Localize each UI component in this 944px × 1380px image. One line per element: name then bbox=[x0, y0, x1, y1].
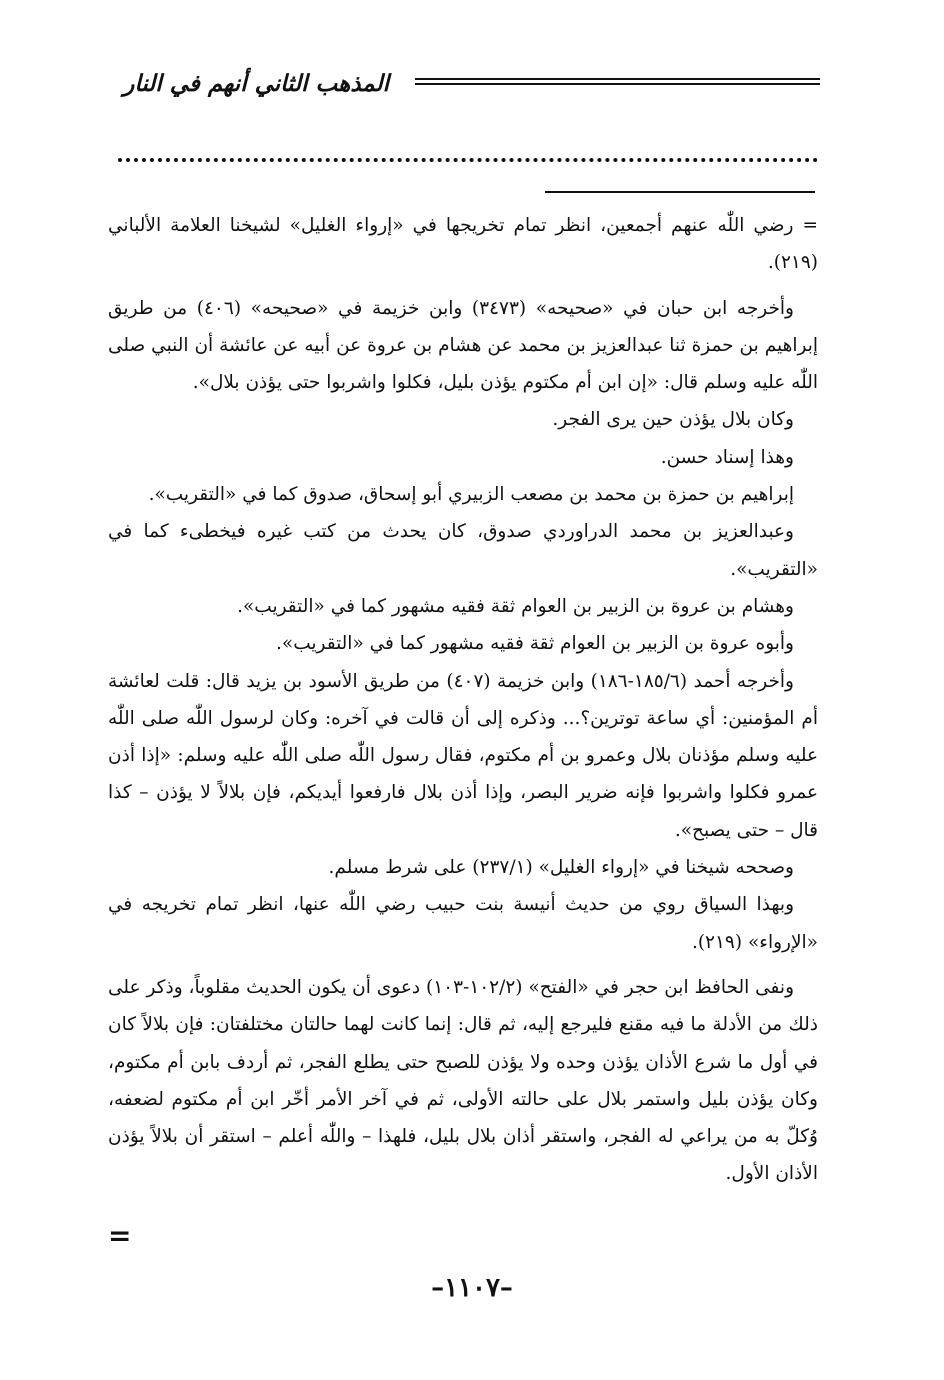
footnote-paragraph: إبراهيم بن حمزة بن محمد بن مصعب الزبيري أبو إسحاق، صدوق كما في «التقريب». bbox=[148, 484, 794, 506]
footnote-rule bbox=[545, 191, 815, 193]
header-double-rule bbox=[415, 78, 820, 85]
footnote-paragraph: وأخرجه أحمد (١٨٥/٦-١٨٦) وابن خزيمة (٤٠٧) من طريق الأسود بن يزيد قال: قلت لعائشة أم المؤمنين: أي ساعة توترين؟... وذكره إلى أن قالت في آخره: وكان لرسول اللّٰه صلى اللّٰه عليه وسلم مؤذنان بلال وعمرو بن أم مكتوم، فقال رسول اللّٰه صلى اللّٰه عليه وسلم: «إذا أذن عمرو فكلوا واشربوا فإنه ضرير البصر، وإذا أذن بلال فارفعوا أيديكم، فإن بلالاً لا يؤذن – كذا قال – حتى يصبح». bbox=[108, 670, 818, 841]
paragraph-gap bbox=[108, 961, 818, 969]
footnote-text-block bbox=[108, 207, 818, 1193]
dotted-separator bbox=[118, 158, 818, 162]
footnote-paragraph: وكان بلال يؤذن حين يرى الفجر. bbox=[552, 409, 794, 431]
footnote-paragraph: وصححه شيخنا في «إرواء الغليل» (٢٣٧/١) على شرط مسلم. bbox=[328, 857, 794, 879]
page-number: –١١٠٧– bbox=[431, 1273, 513, 1303]
footnote-paragraph: وهذا إسناد حسن. bbox=[660, 446, 794, 468]
footnote-paragraph: ونفى الحافظ ابن حجر في «الفتح» (١٠٢/٢-١٠٣) دعوى أن يكون الحديث مقلوباً، وذكر على ذلك من الأدلة ما فيه مقنع فليرجع إليه، ثم قال: إنما كانت لهما حالتان مختلفتان: فإن بلالاً كان في أول ما شرع الأذان يؤذن وحده ولا يؤذن للصبح حتى يطلع الفجر، ثم أردف بابن أم مكتوم، وكان يؤذن بليل واستمر بلال على حالته الأولى، ثم في آخر الأمر أخّر ابن أم مكتوم لضعفه، وُكلّ به من يراعي له الفجر، واستقر أذان بلال بليل، فلهذا – واللّٰه أعلم – استقر أن بلالاً يؤذن الأذان الأول. bbox=[108, 976, 818, 1185]
continuation-mark: = bbox=[108, 1219, 132, 1252]
footnote-paragraph: وأخرجه ابن حبان في «صحيحه» (٣٤٧٣) وابن خزيمة في «صحيحه» (٤٠٦) من طريق إبراهيم بن حمزة ثنا عبدالعزيز بن محمد عن هشام بن عروة عن أبيه عن عائشة أن النبي صلى اللّٰه عليه وسلم قال: «إن ابن أم مكتوم يؤذن بليل، فكلوا واشربوا حتى يؤذن بلال». bbox=[108, 297, 818, 394]
footnote-paragraph: وبهذا السياق روي من حديث أنيسة بنت حبيب رضي اللّٰه عنها، انظر تمام تخريجه في «الإرواء» (٢١٩). bbox=[108, 894, 818, 953]
footnote-paragraph: وعبدالعزيز بن محمد الدراوردي صدوق، كان يحدث من كتب غيره فيخطىء كما في «التقريب». bbox=[108, 521, 818, 580]
footnote-paragraph: وهشام بن عروة بن الزبير بن العوام ثقة فقيه مشهور كما في «التقريب». bbox=[237, 595, 794, 617]
footnote-paragraph: = رضي اللّٰه عنهم أجمعين، انظر تمام تخريجها في «إرواء الغليل» لشيخنا العلامة الألباني (٢١٩). bbox=[108, 215, 818, 274]
footnote-paragraph: وأبوه عروة بن الزبير بن العوام ثقة فقيه مشهور كما في «التقريب». bbox=[276, 633, 794, 655]
running-header-title: المذهب الثاني أنهم في النار bbox=[123, 70, 389, 97]
paragraph-gap bbox=[108, 282, 818, 290]
